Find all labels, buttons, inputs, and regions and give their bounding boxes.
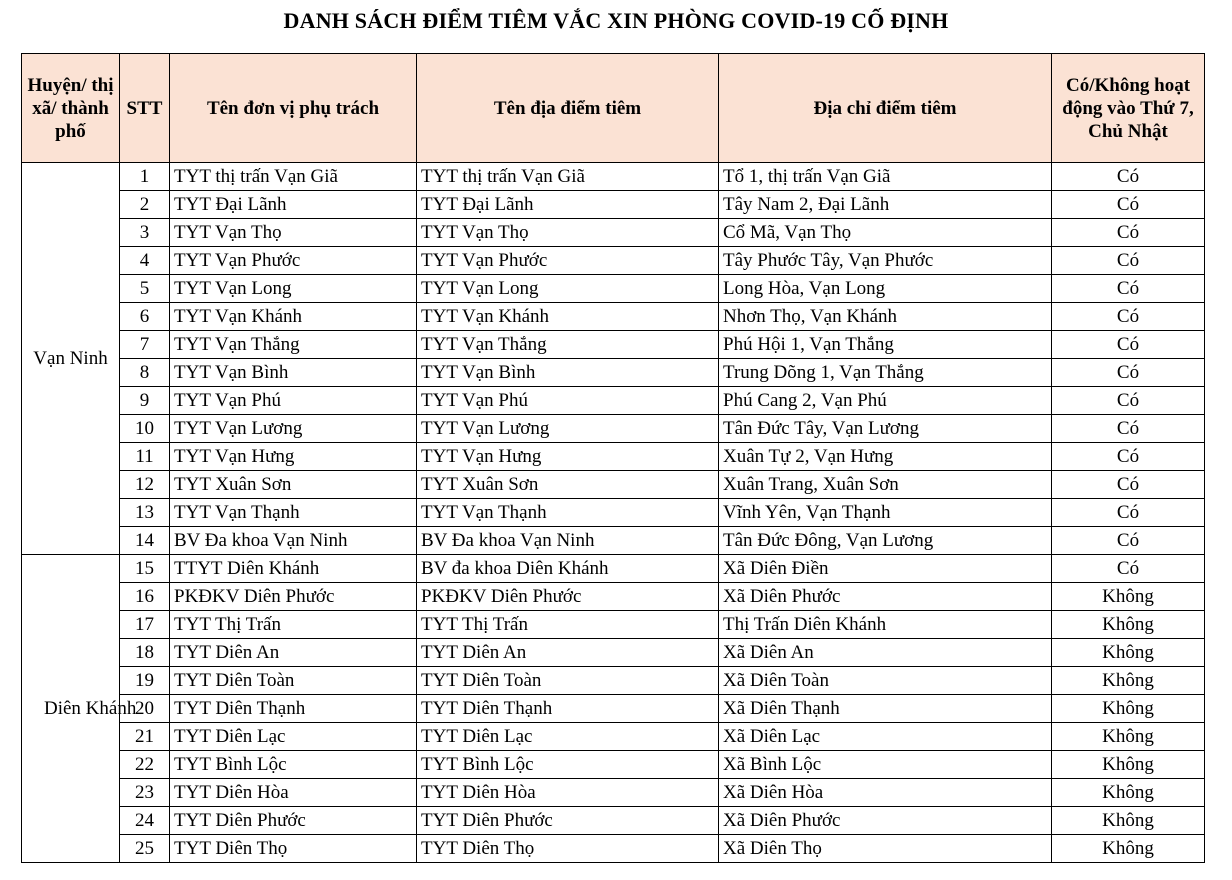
header-stt: STT [120,54,170,163]
stt-cell: 10 [120,415,170,443]
weekend-cell: Có [1052,331,1205,359]
unit-cell: TYT Xuân Sơn [170,471,417,499]
weekend-cell: Không [1052,779,1205,807]
address-cell: Long Hòa, Vạn Long [719,275,1052,303]
site-cell: TYT Vạn Bình [417,359,719,387]
table-row [22,555,1205,583]
address-cell: Xã Diên Thạnh [719,695,1052,723]
unit-cell: TTYT Diên Khánh [170,555,417,583]
table-row [22,611,1205,639]
district-cell: Diên Khánh [22,555,120,863]
stt-cell: 20 [120,695,170,723]
table-row [22,331,1205,359]
stt-cell: 8 [120,359,170,387]
weekend-cell: Không [1052,639,1205,667]
address-cell: Xã Diên Phước [719,583,1052,611]
weekend-cell: Có [1052,247,1205,275]
table-row [22,275,1205,303]
address-cell: Xã Diên An [719,639,1052,667]
site-cell: TYT Vạn Long [417,275,719,303]
stt-cell: 14 [120,527,170,555]
page-title: DANH SÁCH ĐIỂM TIÊM VẮC XIN PHÒNG COVID-19 CỐ ĐỊNH [283,8,949,33]
weekend-cell: Không [1052,695,1205,723]
site-cell: TYT Vạn Phú [417,387,719,415]
address-cell: Xuân Tự 2, Vạn Hưng [719,443,1052,471]
site-cell: TYT Vạn Thạnh [417,499,719,527]
site-cell: TYT Xuân Sơn [417,471,719,499]
table-row [22,527,1205,555]
unit-cell: TYT Diên Lạc [170,723,417,751]
header-unit: Tên đơn vị phụ trách [170,54,417,163]
unit-cell: TYT Vạn Thắng [170,331,417,359]
site-cell: TYT Diên Hòa [417,779,719,807]
unit-cell: TYT Vạn Bình [170,359,417,387]
address-cell: Tân Đức Tây, Vạn Lương [719,415,1052,443]
address-cell: Thị Trấn Diên Khánh [719,611,1052,639]
table-row [22,499,1205,527]
header-weekend: Có/Không hoạt động vào Thứ 7, Chủ Nhật [1052,54,1205,163]
table-row [22,583,1205,611]
address-cell: Tây Phước Tây, Vạn Phước [719,247,1052,275]
address-cell: Vĩnh Yên, Vạn Thạnh [719,499,1052,527]
table-row [22,779,1205,807]
address-cell: Tân Đức Đông, Vạn Lương [719,527,1052,555]
unit-cell: TYT Diên An [170,639,417,667]
table-row [22,359,1205,387]
unit-cell: TYT Vạn Hưng [170,443,417,471]
unit-cell: TYT Diên Phước [170,807,417,835]
vaccination-sites-table [21,53,1205,863]
address-cell: Tổ 1, thị trấn Vạn Giã [719,163,1052,191]
table-row [22,835,1205,863]
site-cell: TYT Vạn Khánh [417,303,719,331]
header-row [22,54,1205,163]
stt-cell: 25 [120,835,170,863]
unit-cell: TYT Thị Trấn [170,611,417,639]
address-cell: Nhơn Thọ, Vạn Khánh [719,303,1052,331]
stt-cell: 15 [120,555,170,583]
site-cell: TYT Diên Lạc [417,723,719,751]
unit-cell: TYT Diên Thạnh [170,695,417,723]
weekend-cell: Không [1052,667,1205,695]
stt-cell: 18 [120,639,170,667]
address-cell: Xã Diên Hòa [719,779,1052,807]
unit-cell: TYT Diên Thọ [170,835,417,863]
weekend-cell: Có [1052,303,1205,331]
stt-cell: 3 [120,219,170,247]
address-cell: Cổ Mã, Vạn Thọ [719,219,1052,247]
unit-cell: TYT Vạn Khánh [170,303,417,331]
stt-cell: 16 [120,583,170,611]
unit-cell: TYT Vạn Phước [170,247,417,275]
site-cell: TYT Thị Trấn [417,611,719,639]
site-cell: TYT Diên Thọ [417,835,719,863]
weekend-cell: Có [1052,219,1205,247]
unit-cell: TYT Vạn Lương [170,415,417,443]
site-cell: BV Đa khoa Vạn Ninh [417,527,719,555]
address-cell: Xã Diên Lạc [719,723,1052,751]
site-cell: TYT Bình Lộc [417,751,719,779]
unit-cell: TYT Vạn Thọ [170,219,417,247]
site-cell: TYT Diên Phước [417,807,719,835]
site-cell: TYT Đại Lãnh [417,191,719,219]
stt-cell: 23 [120,779,170,807]
table-row [22,723,1205,751]
address-cell: Xã Diên Thọ [719,835,1052,863]
header-address: Địa chỉ điểm tiêm [719,54,1052,163]
table-row [22,219,1205,247]
address-cell: Xã Diên Phước [719,807,1052,835]
weekend-cell: Có [1052,555,1205,583]
site-cell: TYT Vạn Phước [417,247,719,275]
unit-cell: TYT Diên Toàn [170,667,417,695]
address-cell: Phú Cang 2, Vạn Phú [719,387,1052,415]
weekend-cell: Có [1052,163,1205,191]
address-cell: Phú Hội 1, Vạn Thắng [719,331,1052,359]
address-cell: Xã Diên Toàn [719,667,1052,695]
weekend-cell: Có [1052,471,1205,499]
weekend-cell: Không [1052,835,1205,863]
weekend-cell: Không [1052,723,1205,751]
weekend-cell: Không [1052,807,1205,835]
unit-cell: TYT Vạn Thạnh [170,499,417,527]
unit-cell: TYT thị trấn Vạn Giã [170,163,417,191]
stt-cell: 5 [120,275,170,303]
table-row [22,191,1205,219]
header-site: Tên địa điểm tiêm [417,54,719,163]
stt-cell: 9 [120,387,170,415]
unit-cell: PKĐKV Diên Phước [170,583,417,611]
site-cell: TYT Vạn Thắng [417,331,719,359]
address-cell: Tây Nam 2, Đại Lãnh [719,191,1052,219]
address-cell: Xã Diên Điền [719,555,1052,583]
address-cell: Xã Bình Lộc [719,751,1052,779]
stt-cell: 7 [120,331,170,359]
site-cell: BV đa khoa Diên Khánh [417,555,719,583]
unit-cell: TYT Vạn Long [170,275,417,303]
table-row [22,639,1205,667]
site-cell: TYT Diên An [417,639,719,667]
table-row [22,303,1205,331]
stt-cell: 6 [120,303,170,331]
weekend-cell: Có [1052,275,1205,303]
table-row [22,443,1205,471]
weekend-cell: Có [1052,191,1205,219]
site-cell: TYT Diên Thạnh [417,695,719,723]
weekend-cell: Có [1052,359,1205,387]
weekend-cell: Không [1052,611,1205,639]
table-row [22,471,1205,499]
site-cell: TYT Vạn Lương [417,415,719,443]
table-row [22,415,1205,443]
stt-cell: 13 [120,499,170,527]
table-row [22,667,1205,695]
site-cell: TYT thị trấn Vạn Giã [417,163,719,191]
stt-cell: 2 [120,191,170,219]
unit-cell: TYT Bình Lộc [170,751,417,779]
site-cell: TYT Diên Toàn [417,667,719,695]
stt-cell: 1 [120,163,170,191]
stt-cell: 11 [120,443,170,471]
weekend-cell: Không [1052,751,1205,779]
weekend-cell: Có [1052,499,1205,527]
stt-cell: 12 [120,471,170,499]
unit-cell: TYT Vạn Phú [170,387,417,415]
weekend-cell: Có [1052,387,1205,415]
address-cell: Trung Dõng 1, Vạn Thắng [719,359,1052,387]
stt-cell: 24 [120,807,170,835]
stt-cell: 21 [120,723,170,751]
address-cell: Xuân Trang, Xuân Sơn [719,471,1052,499]
stt-cell: 22 [120,751,170,779]
weekend-cell: Có [1052,415,1205,443]
table-row [22,695,1205,723]
table-row [22,807,1205,835]
table-row [22,163,1205,191]
table-row [22,247,1205,275]
header-district: Huyện/ thị xã/ thành phố [22,54,120,163]
site-cell: PKĐKV Diên Phước [417,583,719,611]
unit-cell: TYT Diên Hòa [170,779,417,807]
stt-cell: 17 [120,611,170,639]
unit-cell: BV Đa khoa Vạn Ninh [170,527,417,555]
unit-cell: TYT Đại Lãnh [170,191,417,219]
site-cell: TYT Vạn Thọ [417,219,719,247]
table-row [22,751,1205,779]
weekend-cell: Có [1052,527,1205,555]
weekend-cell: Có [1052,443,1205,471]
stt-cell: 4 [120,247,170,275]
table-row [22,387,1205,415]
stt-cell: 19 [120,667,170,695]
district-cell: Vạn Ninh [22,163,120,555]
site-cell: TYT Vạn Hưng [417,443,719,471]
weekend-cell: Không [1052,583,1205,611]
